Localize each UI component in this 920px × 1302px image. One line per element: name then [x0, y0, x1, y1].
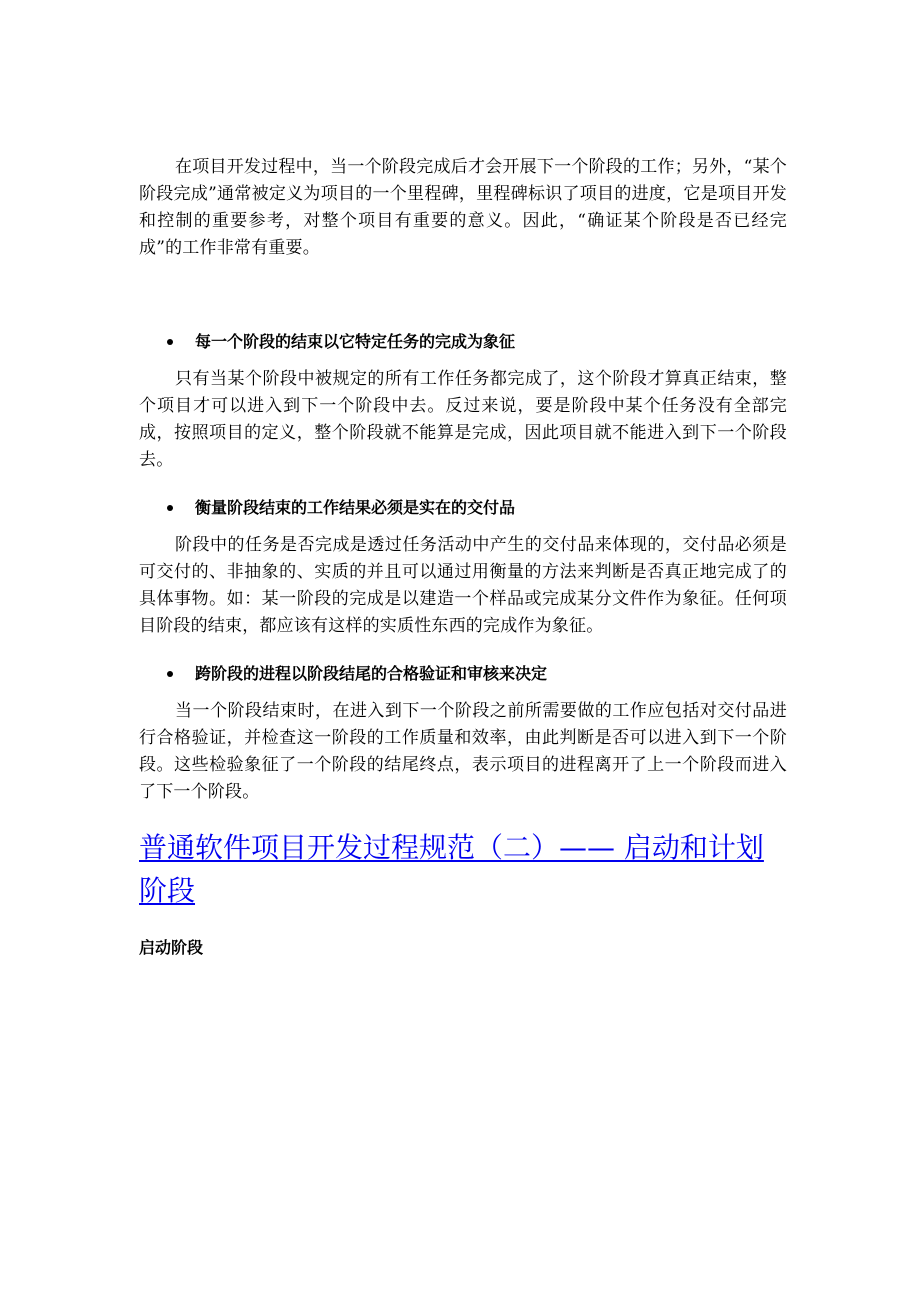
- intro-paragraph: 在项目开发过程中，当一个阶段完成后才会开展下一个阶段的工作；另外，“某个阶段完成”通常被定义为项目的一个里程碑，里程碑标识了项目的进度，它是项目开发和控制的重要参考，对整个项目有重要的意义。因此，“确证某个阶段是否已经完成”的工作非常有重要。: [139, 157, 787, 258]
- document-body: [139, 154, 787, 960]
- bullet-item-2: [139, 496, 787, 520]
- bullet-text: 跨阶段的进程以阶段结尾的合格验证和审核来决定: [195, 664, 548, 683]
- spacer: [139, 354, 787, 366]
- spacer: [139, 640, 787, 662]
- bullet-dot-icon: [167, 339, 173, 345]
- spacer: [139, 686, 787, 698]
- spacer: [139, 806, 787, 826]
- spacer: [139, 474, 787, 496]
- spacer: [139, 912, 787, 936]
- bullet-item-1: [139, 330, 787, 354]
- bullet-item-3: [139, 662, 787, 686]
- bullet-text: 衡量阶段结束的工作结果必须是实在的交付品: [195, 498, 516, 517]
- spacer: [139, 262, 787, 330]
- bullet-dot-icon: [167, 505, 173, 511]
- section-paragraph-2: 阶段中的任务是否完成是透过任务活动中产生的交付品来体现的，交付品必须是可交付的、非抽象的、实质的并且可以通过用衡量的方法来判断是否真正地完成了的具体事物。如：某一阶段的完成是以建造一个样品或完成某分文件作为象征。任何项目阶段的结束，都应该有这样的实质性东西的完成作为象征。: [139, 535, 787, 636]
- section-paragraph-1: 只有当某个阶段中被规定的所有工作任务都完成了，这个阶段才算真正结束，整个项目才可以进入到下一个阶段中去。反过来说，要是阶段中某个任务没有全部完成，按照项目的定义，整个阶段就不能算是完成，因此项目就不能进入到下一个阶段去。: [139, 369, 787, 470]
- bullet-dot-icon: [167, 671, 173, 677]
- bullet-text: 每一个阶段的结束以它特定任务的完成为象征: [195, 332, 516, 351]
- section-heading-link[interactable]: 普通软件项目开发过程规范（二）—— 启动和计划阶段: [139, 831, 764, 907]
- section-paragraph-3: 当一个阶段结束时，在进入到下一个阶段之前所需要做的工作应包括对交付品进行合格验证，并检查这一阶段的工作质量和效率，由此判断是否可以进入到下一个阶段。这些检验象征了一个阶段的结尾终点，表示项目的进程离开了上一个阶段而进入了下一个阶段。: [139, 701, 787, 802]
- spacer: [139, 520, 787, 532]
- subheading: 启动阶段: [139, 938, 204, 957]
